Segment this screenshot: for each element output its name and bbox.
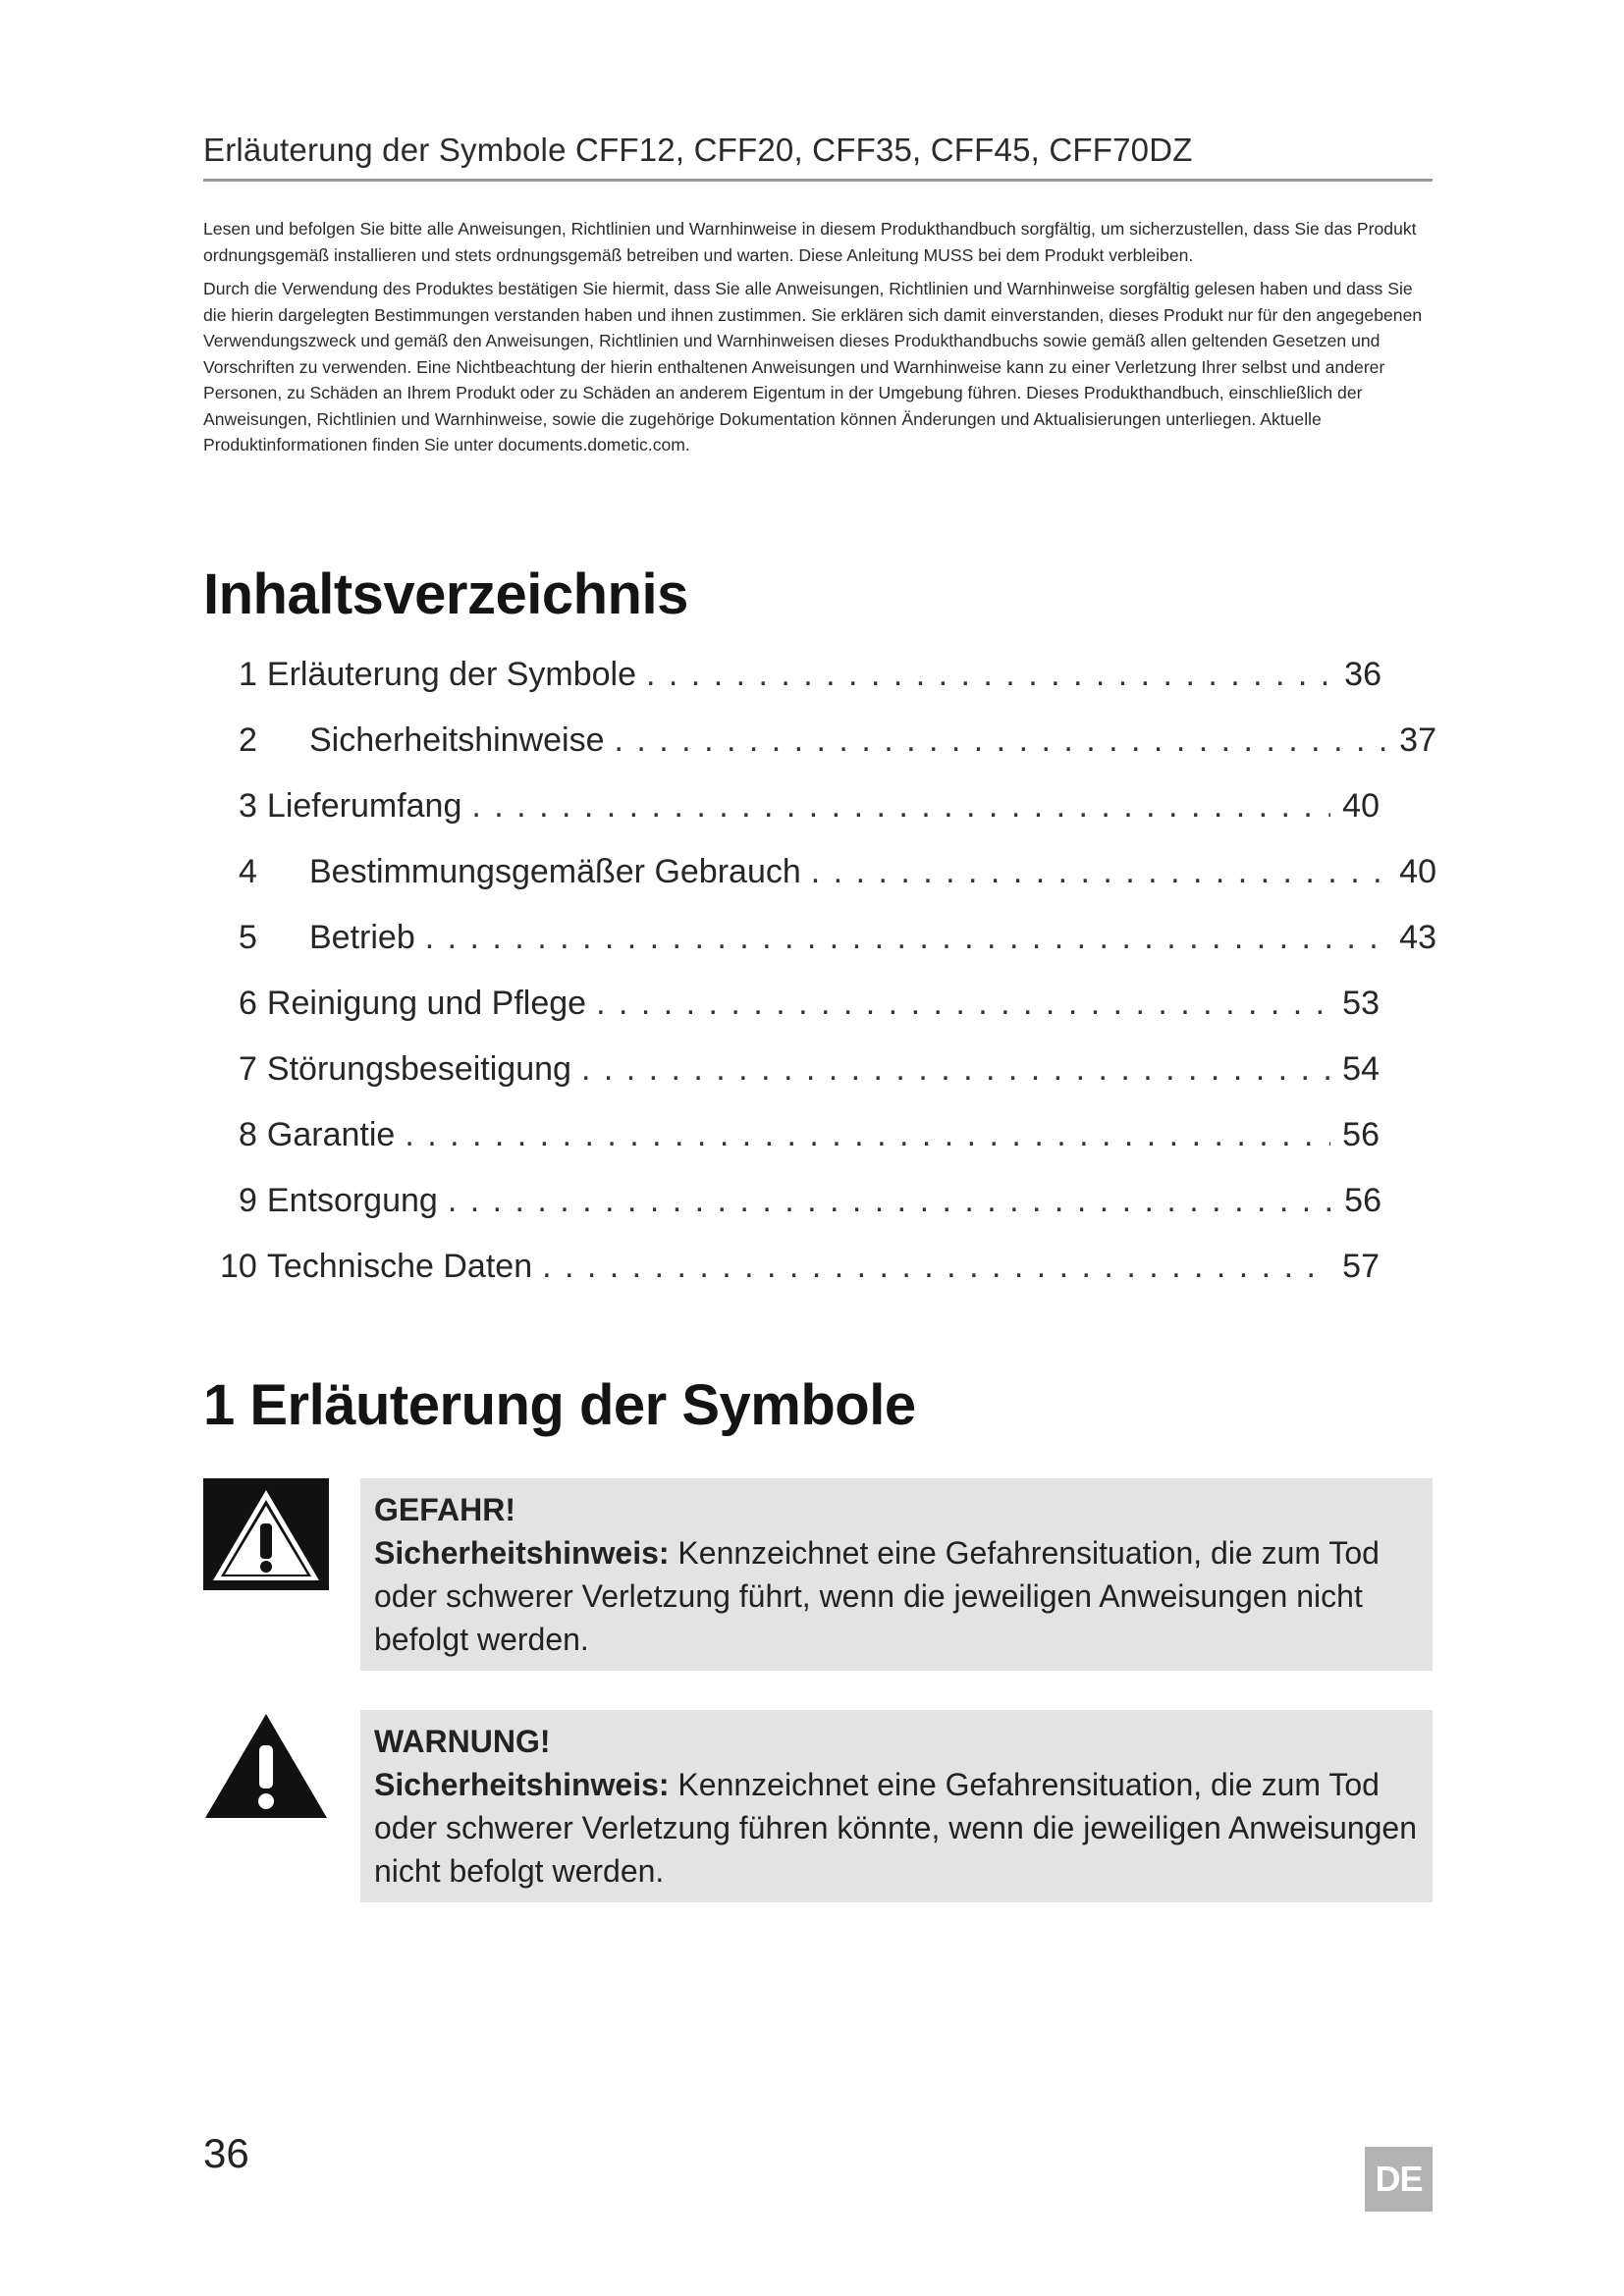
symbols-section-heading: 1 Erläuterung der Symbole xyxy=(203,1373,916,1437)
intro-paragraph-1: Lesen und befolgen Sie bitte alle Anweisungen, Richtlinien und Warnhinweise in diesem Produkthandbuch sorgfältig, um sicherzustellen, dass Sie das Produkt ordnungsgemäß installieren und stets ordnungsgemäß betreiben und warten. Diese Anleitung MUSS bei dem Produkt verbleiben. xyxy=(203,219,1417,265)
toc-leader-dots xyxy=(596,985,1330,1023)
toc-entry[interactable] xyxy=(239,919,1436,964)
toc-entry-number: 7 xyxy=(239,1050,257,1088)
page-number: 36 xyxy=(203,2130,249,2176)
warning-notice-box xyxy=(360,1710,1433,1902)
toc-entry-page: 40 xyxy=(1342,787,1380,825)
toc-entry-title: Erläuterung der Symbole xyxy=(266,656,637,693)
toc-entry-number: 2 xyxy=(239,721,257,759)
language-badge: DE xyxy=(1365,2147,1433,2212)
notice-lead: Sicherheitshinweis: xyxy=(374,1535,670,1571)
toc-leader-dots xyxy=(448,1182,1332,1220)
toc-entry-page: 53 xyxy=(1342,985,1380,1022)
toc-entry-page: 56 xyxy=(1342,1116,1380,1153)
toc-leader-dots xyxy=(405,1116,1330,1154)
toc-entry-title: Sicherheitshinweise xyxy=(309,721,605,759)
toc-heading: Inhaltsverzeichnis xyxy=(203,562,688,626)
toc-entry-title: Bestimmungsgemäßer Gebrauch xyxy=(309,853,801,890)
toc-leader-dots xyxy=(425,919,1387,957)
toc-entry-page: 40 xyxy=(1399,853,1436,890)
toc-entry-title: Lieferumfang xyxy=(266,787,462,825)
danger-notice xyxy=(203,1478,1433,1671)
intro-paragraph-2: Durch die Verwendung des Produktes bestätigen Sie hiermit, dass Sie alle Anweisungen, Richtlinien und Warnhinweise sorgfältig gelesen haben und dass Sie die hierin dargelegten Bestimmungen verstanden haben und ihnen zustimmen. Sie erklären sich damit einverstanden, dieses Produkt nur für den angegebenen Verwendungszweck und gemäß den Anweisungen, Richtlinien und Warnhinweisen dieses Produkthandbuchs sowie gemäß allen geltenden Gesetzen und Vorschriften zu verwenden. Eine Nichtbeachtung der hierin enthaltenen Anweisungen und Warnhinweise kann zu einer Verletzung Ihrer selbst und anderer Personen, zu Schäden an Ihrem Produkt oder zu Schäden an anderem Eigentum in der Umgebung führen. Dieses Produkthandbuch, einschließlich der Anweisungen, Richtlinien und Warnhinweise, sowie die zugehörige Dokumentation können Änderungen und Aktualisierungen unterliegen. Aktuelle Produktinformationen finden Sie unter documents.dometic.com. xyxy=(203,279,1423,454)
toc-entry-page: 57 xyxy=(1342,1248,1380,1285)
toc-entry-number: 1 xyxy=(239,656,257,693)
notice-text: Kennzeichnet eine Gefahrensituation, die zum Tod oder schwerer Verletzung führen könnte, wenn die jeweiligen Anweisungen nicht befolgt werden. xyxy=(374,1767,1418,1889)
toc-entry-number: 3 xyxy=(239,787,257,825)
toc-entry[interactable] xyxy=(239,985,1380,1030)
toc-entry[interactable] xyxy=(239,787,1380,832)
toc-entry-page: 54 xyxy=(1342,1050,1380,1088)
toc-entry-page: 56 xyxy=(1344,1182,1381,1219)
toc-entry-number: 9 xyxy=(239,1182,257,1219)
toc-leader-dots xyxy=(646,656,1332,694)
warning-notice xyxy=(203,1710,1433,1902)
toc-entry-title: Garantie xyxy=(266,1116,396,1153)
toc-entry-title: Reinigung und Pflege xyxy=(266,985,587,1022)
signal-word: WARNUNG! xyxy=(374,1724,551,1759)
notice-text: Kennzeichnet eine Gefahrensituation, die zum Tod oder schwerer Verletzung führt, wenn die jeweiligen Anweisungen nicht befolgt werden. xyxy=(374,1535,1380,1657)
intro-text xyxy=(203,216,1433,466)
toc-entry-title: Technische Daten xyxy=(266,1248,533,1285)
toc-entry[interactable] xyxy=(239,1116,1380,1161)
toc-entry-number: 10 xyxy=(220,1248,257,1285)
toc-leader-dots xyxy=(615,721,1388,760)
toc-entry[interactable] xyxy=(239,721,1436,767)
danger-warning-icon xyxy=(203,1478,329,1604)
toc-entry[interactable] xyxy=(239,853,1436,898)
toc-entry-title: Entsorgung xyxy=(266,1182,438,1219)
toc-leader-dots xyxy=(471,787,1330,826)
toc-entry-page: 37 xyxy=(1399,721,1436,759)
toc-entry-number: 6 xyxy=(239,985,257,1022)
toc-entry-page: 43 xyxy=(1399,919,1436,956)
toc-entry[interactable] xyxy=(239,1182,1381,1227)
toc-entry[interactable] xyxy=(239,1050,1380,1095)
toc-entry[interactable] xyxy=(239,656,1381,701)
toc-entry-number: 5 xyxy=(239,919,257,956)
toc-entry-page: 36 xyxy=(1344,656,1381,693)
toc-entry-number: 8 xyxy=(239,1116,257,1153)
danger-notice-box xyxy=(360,1478,1433,1671)
toc-entry[interactable] xyxy=(220,1248,1380,1293)
running-header: Erläuterung der Symbole CFF12, CFF20, CFF35, CFF45, CFF70DZ xyxy=(203,132,1433,182)
toc-leader-dots xyxy=(581,1050,1330,1089)
toc-entry-number: 4 xyxy=(239,853,257,890)
warning-triangle-icon xyxy=(203,1710,329,1836)
toc-leader-dots xyxy=(811,853,1387,891)
signal-word: GEFAHR! xyxy=(374,1492,515,1527)
toc-leader-dots xyxy=(542,1248,1330,1286)
toc-entry-title: Störungsbeseitigung xyxy=(266,1050,571,1088)
notice-lead: Sicherheitshinweis: xyxy=(374,1767,670,1802)
toc-entry-title: Betrieb xyxy=(309,919,415,956)
